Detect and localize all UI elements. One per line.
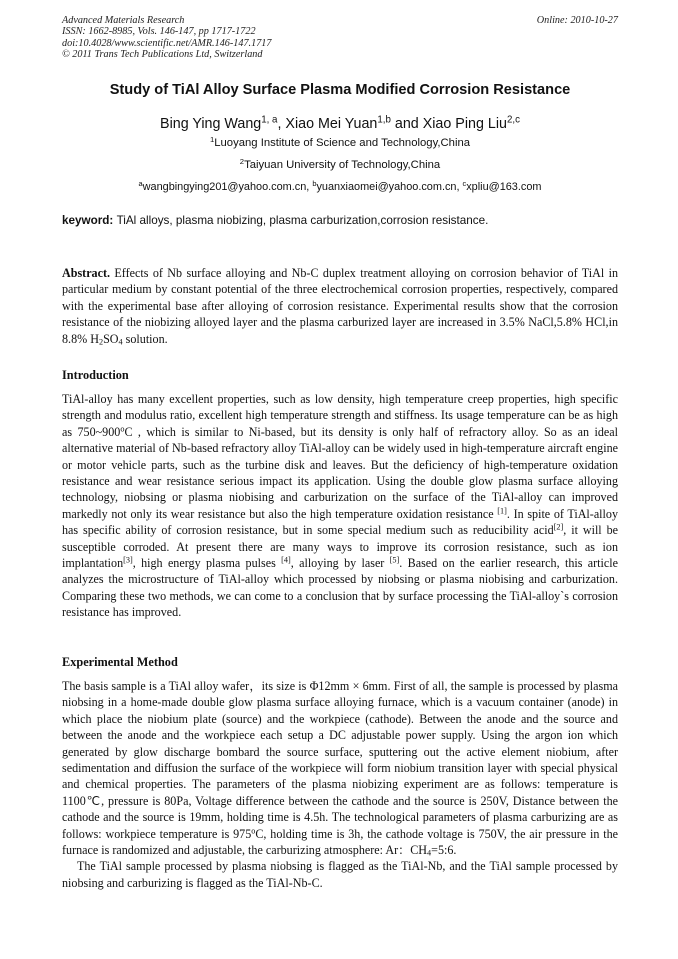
author-affiliation-mark: 1, a [261,114,278,126]
experimental-paragraph-1 [62,678,618,858]
body-text: , high energy plasma pulses [132,556,282,571]
body-text: . Based on the earlier research, this article analyzes the microstructure of TiAl-alloy which processed by niobsing or plasma niobising and carburization. Comparing these two methods, we can come to a conclusion that by surface processing the TiAl-alloy`s corrosion resistance has improved. [62,556,618,620]
abstract-text: SO [103,331,119,346]
keyword-text: TiAl alloys, plasma niobizing, plasma carburization,corrosion resistance. [116,214,489,227]
body-text: =5:6. [431,843,457,858]
introduction-paragraph [62,391,618,621]
citation-ref[interactable]: [1] [497,506,507,516]
online-date: Online: 2010-10-27 [536,15,618,26]
journal-header [62,15,618,61]
citation-ref[interactable]: [5] [389,555,400,565]
author-emails [62,178,618,193]
introduction-body [62,391,618,621]
keywords [62,214,618,227]
journal-copyright: © 2011 Trans Tech Publications Ltd, Switzerland [62,49,263,61]
abstract-label: Abstract. [62,266,111,280]
affiliation-2 [62,156,618,171]
author-affiliation-mark: 1,b [377,114,391,126]
body-text: , alloying by laser [290,556,390,571]
degree-mark: o [120,424,125,434]
journal-name: Advanced Materials Research [62,15,185,26]
affiliation-1 [62,134,618,149]
email-link[interactable]: xpliu@163.com [466,181,542,193]
section-heading-introduction: Introduction [62,368,129,382]
body-text: The basis sample is a TiAl alloy wafer，its size is Φ12mm × 6mm. First of all, the sample is processed by plasma niobsing in a home-made double glow plasma surface alloying furnace, which is a vacuum container (anode) in which place the niobium plate (source) and the workpiece (cathode). Between the anode and the source and between the anode and the workpiece each setup a DC adjustable power supply. Using the argon ion which generated by glow discharge bombard the source surface, sputtering out the active element niobium, after sedimentation and diffusion the surface of the workpiece will form niobium transition layer with special physical and chemical properties. The parameters of the plasma niobizing experiment are as follows: temperature is 1100℃, pressure is 80Pa, Voltage difference between the cathode and the source is 250V, Distance between the cathode and the source is 19mm, holding time is 4.5h. The technological parameters of plasma carburizing are as follows: workpiece temperature is 975 [62,679,618,841]
degree-mark: o [251,826,256,836]
affiliation-text: Luoyang Institute of Science and Technology,China [214,137,471,149]
keyword-label: keyword: [62,214,117,227]
subscript: 4 [118,337,123,347]
abstract-text: Effects of Nb surface alloying and Nb-C duplex treatment alloying on corrosion behavior of TiAl in particular medium by constant potential of the three electrochemical corrosion properties, respectively, compared with the experimental base after alloying of corrosion resistance. Experimental results show that the corrosion resistance of the niobizing alloyed layer and the plasma carburized layer are increased in 3.5% NaCl,5.8% HCl,in 8.8% H [62,266,618,346]
email-mark: c [462,178,467,188]
author-name: Bing Ying Wang [160,116,262,132]
author-separator: and [390,116,423,132]
body-text: TiAl-alloy has many excellent properties, such as low density, high temperature creep properties, high specific strength and modulus ratio, excellent high temperature strength and stiffness. Its usage temperature can be as high as 750~900 [62,392,618,439]
author-affiliation-mark: 2,c [506,114,520,126]
experimental-paragraph-2: The TiAl sample processed by plasma niobsing is flagged as the TiAl-Nb, and the TiAl sample processed by niobsing and carburizing is flagged as the TiAl-Nb-C. [62,859,618,890]
body-text: . In spite of TiAl-alloy has specific ability of corrosion resistance, but in some special medium such as reducibility acid [62,506,618,538]
journal-doi: doi:10.4028/www.scientific.net/AMR.146-147.1717 [62,37,272,49]
author-separator: , [277,116,286,132]
abstract-text: solution. [122,331,168,346]
body-text: C , which is similar to Ni-based, but its density is only half of refractory alloy. So as an ideal alternative material of Nb-based refractory alloy TiAl-alloy can be widely used in high-temperature aircraft engine or motor vehicle parts, such as the turbine disk and leaves. But the deficiency of high-temperature oxidation resistance and wear resistance serious impact its application. Using the double glow plasma surface alloying technology, niobsing or plasma niobising and carburization on the surface of the TiAl-alloy can improved markedly not only its wear resistance but also the high temperature oxidation resistance [62,424,618,521]
subscript: 4 [427,848,432,858]
citation-ref[interactable]: [4] [281,555,291,565]
abstract [62,265,618,347]
author-name: Xiao Ping Liu [422,116,507,132]
email-mark: a [138,178,143,188]
paper-title: Study of TiAl Alloy Surface Plasma Modified Corrosion Resistance [109,82,571,98]
email-link[interactable]: wangbingying201@yahoo.com.cn, [142,181,313,193]
author-name: Xiao Mei Yuan [285,116,378,132]
affiliation-text: Taiyuan University of Technology,China [244,159,441,171]
citation-ref[interactable]: [2] [553,522,564,532]
section-heading-experimental-method: Experimental Method [62,655,178,669]
journal-issn: ISSN: 1662-8985, Vols. 146-147, pp 1717-1722 [62,26,256,38]
body-text: , it will be susceptible corroded. At present there are many ways to improve its corrosion resistance, such as ion implantation [62,523,618,571]
citation-ref[interactable]: [3] [123,555,133,565]
body-text: C, holding time is 3h, the cathode voltage is 750V, the air pressure in the furnace is randomized and adjustable, the carburizing atmosphere: Ar：CH [62,826,618,858]
affiliation-mark: 1 [209,134,215,144]
email-mark: b [312,178,317,188]
email-link[interactable]: yuanxiaomei@yahoo.com.cn, [316,181,463,193]
author-list [62,116,618,132]
experimental-body [62,678,618,891]
abstract-paragraph [62,265,618,347]
affiliation-mark: 2 [239,156,245,166]
subscript: 2 [98,337,104,347]
